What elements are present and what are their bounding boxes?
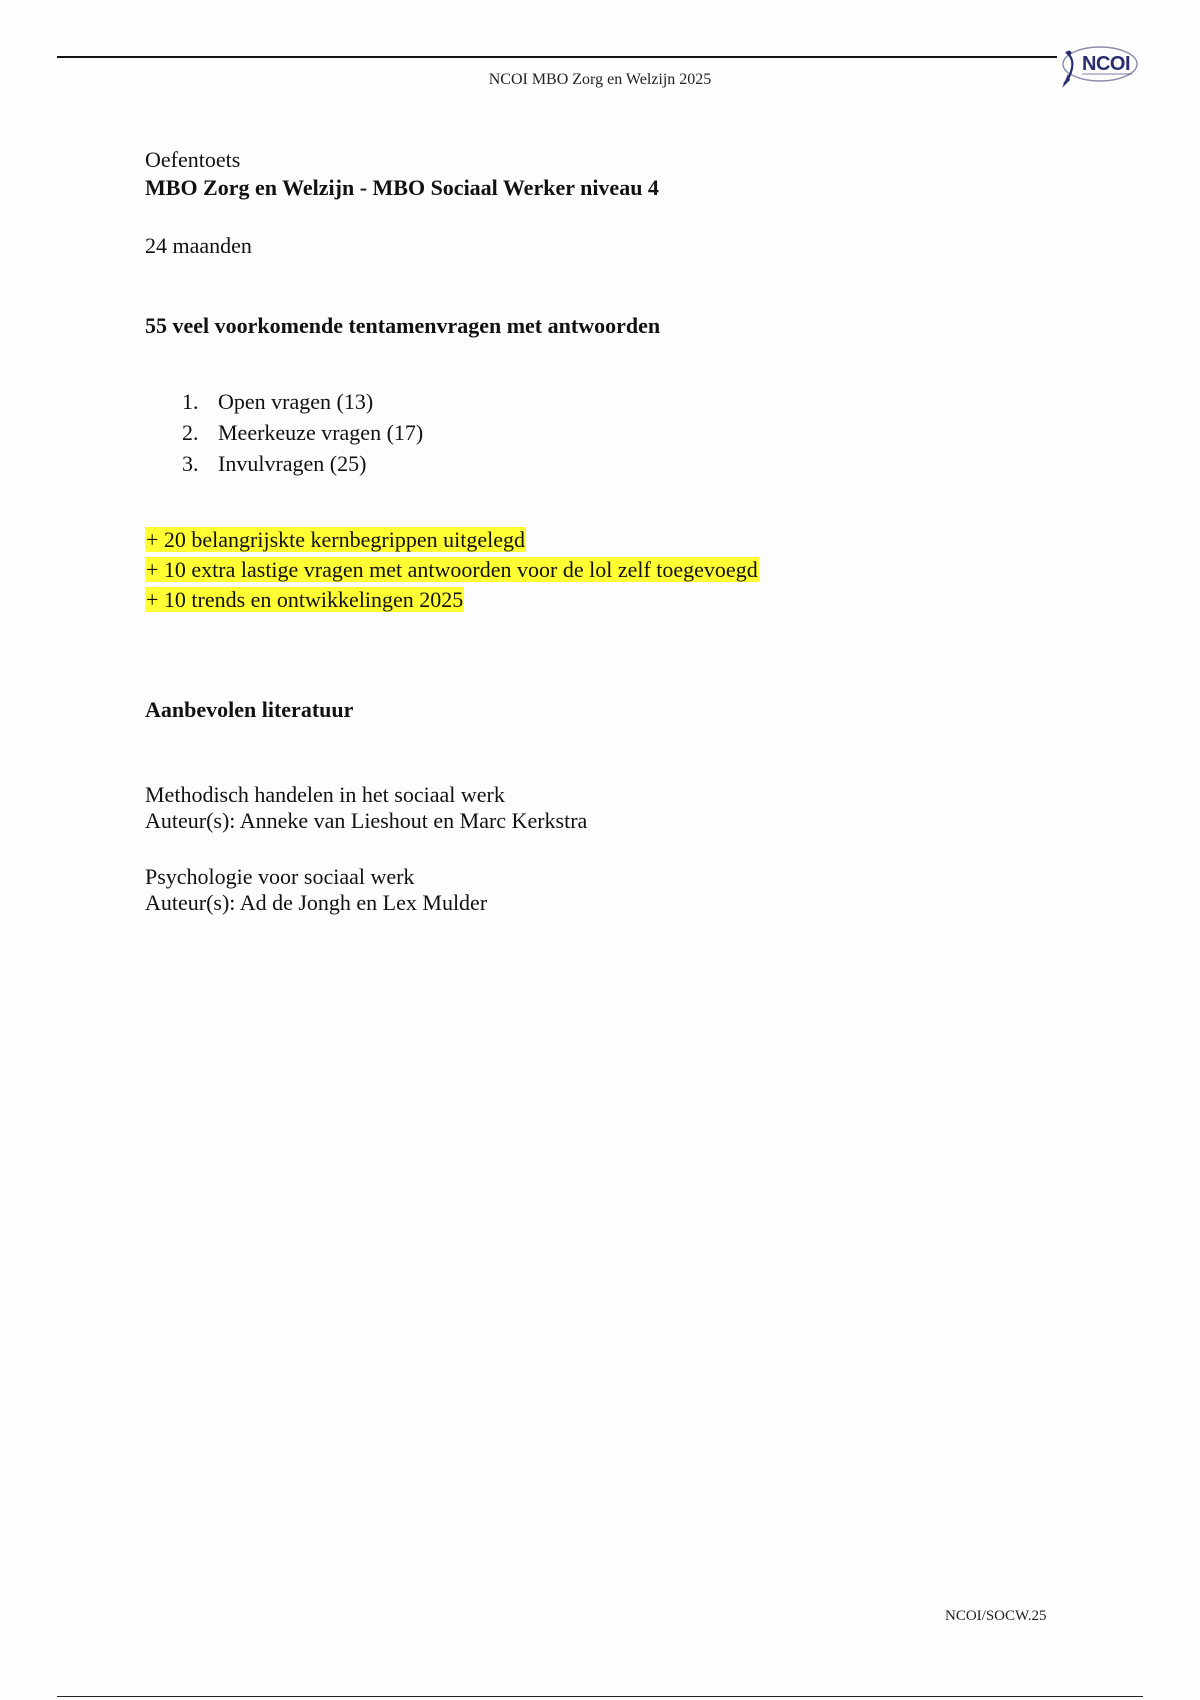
document-title: MBO Zorg en Welzijn - MBO Sociaal Werker niveau 4 — [145, 175, 659, 200]
highlighted-text: + 20 belangrijskte kernbegrippen uitgelegd — [146, 527, 525, 552]
document-body — [145, 146, 1085, 916]
book-authors: Auteur(s): Anneke van Lieshout en Marc Kerkstra — [145, 808, 588, 833]
list-item-number: 2. — [182, 420, 199, 445]
footer-rule — [57, 1696, 1143, 1697]
logo-wordmark: NCOI — [1082, 53, 1130, 75]
questions-heading: 55 veel voorkomende tentamenvragen met antwoorden — [145, 313, 661, 338]
list-item — [145, 388, 1085, 419]
ncoi-logo — [1058, 44, 1138, 94]
extra-line — [145, 526, 1085, 556]
literature-heading: Aanbevolen literatuur — [145, 697, 354, 722]
highlighted-extras — [145, 526, 1085, 616]
sections-list — [145, 388, 1085, 481]
list-item-number: 1. — [182, 389, 199, 414]
page-header-text: NCOI MBO Zorg en Welzijn 2025 — [488, 71, 712, 88]
book-authors: Auteur(s): Ad de Jongh en Lex Mulder — [145, 890, 488, 915]
duration-text: 24 maanden — [145, 233, 252, 258]
list-item-label: Invulvragen (25) — [218, 451, 367, 476]
extra-line — [145, 586, 1085, 616]
list-item-label: Meerkeuze vragen (17) — [218, 420, 424, 445]
book-entry — [145, 782, 1085, 834]
book-title: Methodisch handelen in het sociaal werk — [145, 782, 505, 807]
list-item-number: 3. — [182, 451, 199, 476]
book-title: Psychologie voor sociaal werk — [145, 864, 415, 889]
highlighted-text: + 10 extra lastige vragen met antwoorden voor de lol zelf toegevoegd — [146, 557, 758, 582]
list-item — [145, 419, 1085, 450]
list-item-label: Open vragen (13) — [218, 389, 374, 414]
list-item — [145, 450, 1085, 481]
header-rule — [57, 56, 1057, 58]
extra-line — [145, 556, 1085, 586]
document-subtitle: Oefentoets — [145, 147, 241, 172]
highlighted-text: + 10 trends en ontwikkelingen 2025 — [146, 587, 464, 612]
book-entry — [145, 864, 1085, 916]
footer-document-code: NCOI/SOCW.25 — [945, 1608, 1047, 1624]
